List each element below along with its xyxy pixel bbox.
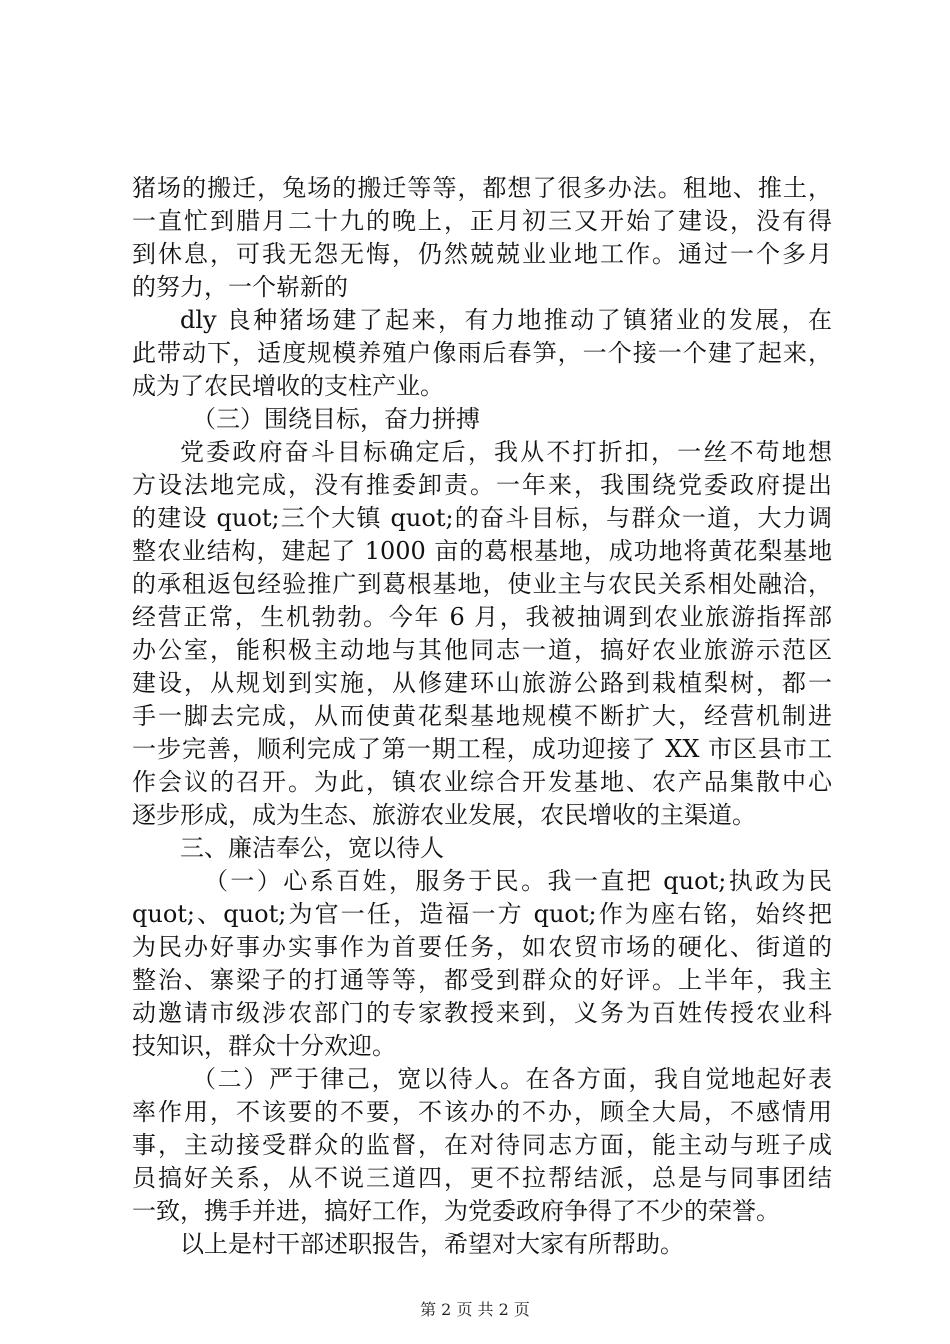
text-line: dly 良种猪场建了起来，有力地推动了镇猪业的发展，在: [180, 306, 832, 334]
text-line: 的努力，一个崭新的: [132, 273, 348, 301]
text-line: 此带动下，适度规模养殖户像雨后春笋，一个接一个建了起来，: [132, 339, 832, 367]
page-number-footer: 第 2 页 共 2 页: [420, 1300, 530, 1319]
text-line: 员搞好关系，从不说三道四，更不拉帮结派，总是与同事团结: [132, 1164, 832, 1192]
text-line: 方设法地完成，没有推委卸责。一年来，我围绕党委政府提出: [132, 471, 832, 499]
text-line: 率作用，不该要的不要，不该办的不办，顾全大局，不感情用: [132, 1098, 832, 1126]
text-line: 建设，从规划到实施，从修建环山旅游公路到栽植梨树，都一: [132, 669, 832, 697]
document-body: [132, 172, 832, 1261]
section-heading: （三）围绕目标，奋力拼搏: [192, 405, 480, 433]
text-line: 成为了农民增收的支柱产业。: [132, 372, 444, 400]
text-line: 经营正常，生机勃勃。今年 6 月，我被抽调到农业旅游指挥部: [132, 603, 832, 631]
text-line: 事，主动接受群众的监督，在对待同志方面，能主动与班子成: [132, 1131, 832, 1159]
text-line: 党委政府奋斗目标确定后，我从不打折扣，一丝不苟地想: [180, 438, 832, 466]
text-line: 逐步形成，成为生态、旅游农业发展，农民增收的主渠道。: [132, 801, 756, 829]
text-line: 一步完善，顺利完成了第一期工程，成功迎接了 XX 市区县市工: [132, 735, 832, 763]
text-line: 一致，携手并进，搞好工作，为党委政府争得了不少的荣誉。: [132, 1197, 780, 1225]
text-line: 的建设 quot;三个大镇 quot;的奋斗目标，与群众一道，大力调: [132, 504, 832, 532]
text-line: 到休息，可我无怨无悔，仍然兢兢业业地工作。通过一个多月: [132, 240, 832, 268]
text-line: 技知识，群众十分欢迎。: [132, 1032, 396, 1060]
closing-line: 以上是村干部述职报告，希望对大家有所帮助。: [180, 1230, 684, 1258]
text-line: 作会议的召开。为此，镇农业综合开发基地、农产品集散中心: [132, 768, 832, 796]
text-line: 办公室，能积极主动地与其他同志一道，搞好农业旅游示范区: [132, 636, 832, 664]
text-line: （一）心系百姓，服务于民。我一直把 quot;执政为民: [204, 867, 832, 895]
text-line: 为民办好事办实事作为首要任务，如农贸市场的硬化、街道的: [132, 933, 832, 961]
text-line: 的承租返包经验推广到葛根基地，使业主与农民关系相处融洽，: [132, 570, 832, 598]
text-line: 动邀请市级涉农部门的专家教授来到，义务为百姓传授农业科: [132, 999, 832, 1027]
text-line: 整农业结构，建起了 1000 亩的葛根基地，成功地将黄花梨基地: [132, 537, 832, 565]
text-line: 一直忙到腊月二十九的晚上，正月初三又开始了建设，没有得: [132, 207, 832, 235]
text-line: （二）严于律己，宽以待人。在各方面，我自觉地起好表: [192, 1065, 832, 1093]
text-line: 猪场的搬迁，兔场的搬迁等等，都想了很多办法。租地、推土，: [132, 174, 832, 202]
section-heading: 三、廉洁奉公，宽以待人: [180, 834, 444, 862]
text-line: quot;、quot;为官一任，造福一方 quot;作为座右铭，始终把: [132, 900, 832, 928]
text-line: 整治、寨梁子的打通等等，都受到群众的好评。上半年，我主: [132, 966, 832, 994]
text-line: 手一脚去完成，从而使黄花梨基地规模不断扩大，经营机制进: [132, 702, 832, 730]
